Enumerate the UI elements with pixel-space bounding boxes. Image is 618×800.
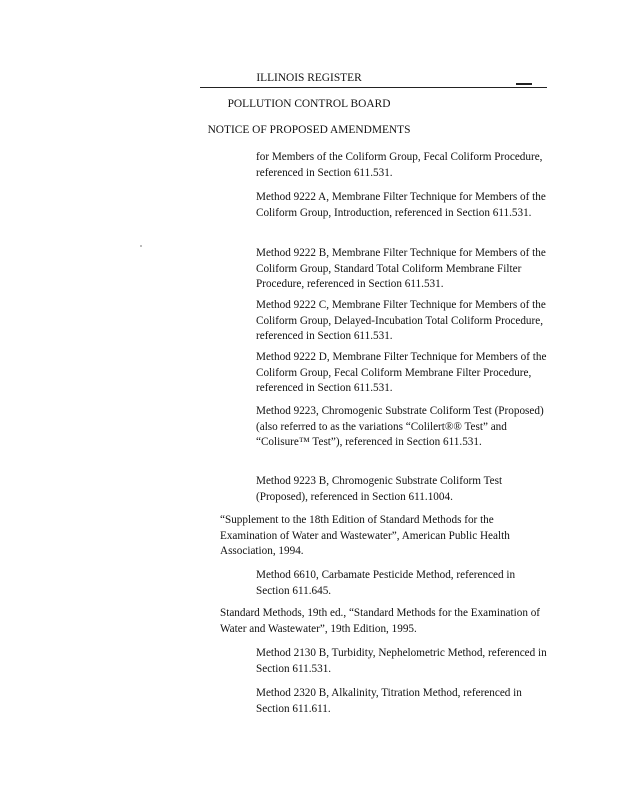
entry-method-9222c: Method 9222 C, Membrane Filter Technique for Members of the Coliform Group, Delayed-Incubation Total Coliform Procedure, referenced in Section 611.531. xyxy=(256,299,546,342)
entry-supplement-18th-edition: “Supplement to the 18th Edition of Standard Methods for the Examination of Water and Wastewater”, American Public Health Association, 1994. xyxy=(220,514,510,557)
entry-method-9222b: Method 9222 B, Membrane Filter Technique for Members of the Coliform Group, Standard Total Coliform Membrane Filter Procedure, referenced in Section 611.531. xyxy=(256,247,546,290)
entry-method-9222d: Method 9222 D, Membrane Filter Technique for Members of the Coliform Group, Fecal Coliform Membrane Filter Procedure, referenced in Section 611.531. xyxy=(256,351,547,394)
board-name: POLLUTION CONTROL BOARD xyxy=(227,98,391,110)
entry-method-6610: Method 6610, Carbamate Pesticide Method, referenced in Section 611.645. xyxy=(256,569,516,597)
entry-method-9223: Method 9223, Chromogenic Substrate Coliform Test (Proposed) (also referred to as the variations “Colilert®® Test” and “Colisure™ Test”), referenced in Section 611.531. xyxy=(256,405,544,448)
entry-method-9222a: Method 9222 A, Membrane Filter Technique for Members of the Coliform Group, Introduction, referenced in Section 611.531. xyxy=(256,191,546,219)
scan-speck xyxy=(140,245,142,247)
entry-method-2320b: Method 2320 B, Alkalinity, Titration Method, referenced in Section 611.611. xyxy=(256,687,522,715)
entry-method-2130b: Method 2130 B, Turbidity, Nephelometric Method, referenced in Section 611.531. xyxy=(256,647,547,675)
entry-method-9223b: Method 9223 B, Chromogenic Substrate Coliform Test (Proposed), referenced in Section 611.1004. xyxy=(256,475,503,503)
register-title: ILLINOIS REGISTER xyxy=(256,72,362,84)
entry-standard-methods-19th: Standard Methods, 19th ed., “Standard Methods for the Examination of Water and Wastewater”, 19th Edition, 1995. xyxy=(220,607,541,635)
entry-fecal-coliform-continuation: for Members of the Coliform Group, Fecal Coliform Procedure, referenced in Section 611.531. xyxy=(256,151,543,179)
notice-heading: NOTICE OF PROPOSED AMENDMENTS xyxy=(207,124,411,136)
